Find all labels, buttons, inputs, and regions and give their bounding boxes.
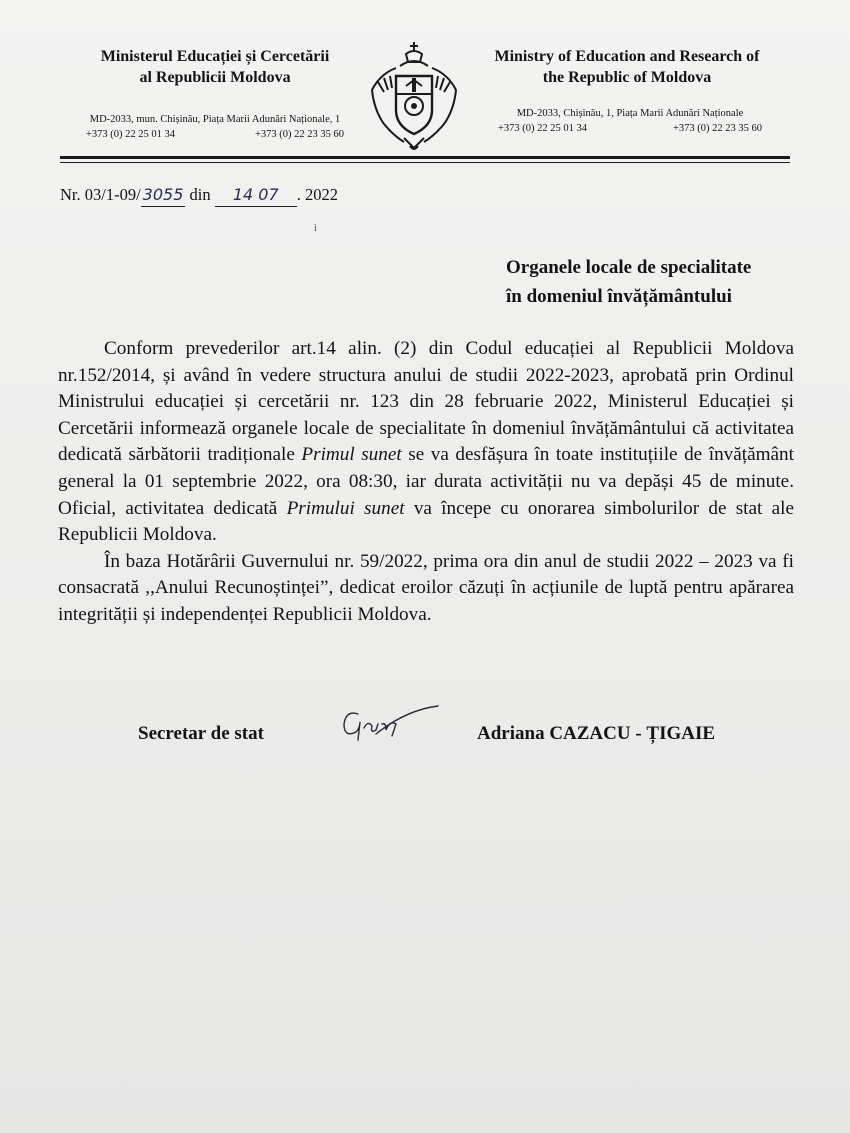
signatory-name: Adriana CAZACU - ȚIGAIE [477,723,716,744]
header-divider-thick [60,156,790,159]
reference-line: Nr. 03/1-09/ 3055 din 14 07 . 2022 [60,184,338,207]
handwritten-signature [336,700,440,748]
ministry-address-en: MD-2033, Chișinău, 1, Piața Marii Adunări Naționale +373 (0) 22 25 01 34 +373 (0) 22 23 35 60 [498,108,762,134]
ministry-name-en: Ministry of Education and Research of the Republic of Moldova [494,48,760,86]
paragraph-2: În baza Hotărârii Guvernului nr. 59/2022, prima ora din anul de studii 2022 – 2023 va fi consacrată ,,Anului Recunoștinței”, dedicat eroilor căzuți în acțiunile de luptă pentru apărarea integrității și independenței Republicii Moldova. [58,550,794,625]
ministry-address-ro: MD-2033, mun. Chișinău, Piața Marii Adunări Naționale, 1 +373 (0) 22 25 01 34 +373 (0) 22 23 35 60 [86,114,344,140]
phone-ro-1: +373 (0) 22 25 01 34 [86,129,176,140]
phone-en-1: +373 (0) 22 25 01 34 [498,123,588,134]
letter-body [58,336,794,629]
stray-mark: ì [314,222,318,234]
moldova-coat-of-arms-icon [366,38,462,154]
addressee-block: Organele locale de specialitate în domeniul învățământului [506,257,752,307]
reference-number: 3055 [141,184,186,207]
ministry-name-ro: Ministerul Educației și Cercetării al Republicii Moldova [100,48,330,86]
paragraph-1: Conform prevederilor art.14 alin. (2) din Codul educației al Republicii Moldova nr.152/2014, și având în vedere structura anului de studii 2022-2023, aprobată prin Ordinul Ministrului educației și cercetării nr. 123 din 28 februarie 2022, Ministerul Educației și Cercetării informează organele locale de specialitate în domeniul învățământului că activitatea dedicată sărbătorii tradiționale Primul sunet se va desfășura în toate instituțiile de învățământ general la 01 septembrie 2022, ora 08:30, iar durata activității nu va depăși 45 de minute. Oficial, activitatea dedicată Primului sunet va începe cu onorarea simbolurilor de stat ale Republicii Moldova. [58,338,794,546]
phone-ro-2: +373 (0) 22 23 35 60 [254,129,344,140]
phone-en-2: +373 (0) 22 23 35 60 [672,123,762,134]
signatory-title: Secretar de stat [138,723,264,744]
header-divider-thin [60,162,790,163]
reference-date: 14 07 [215,184,297,207]
